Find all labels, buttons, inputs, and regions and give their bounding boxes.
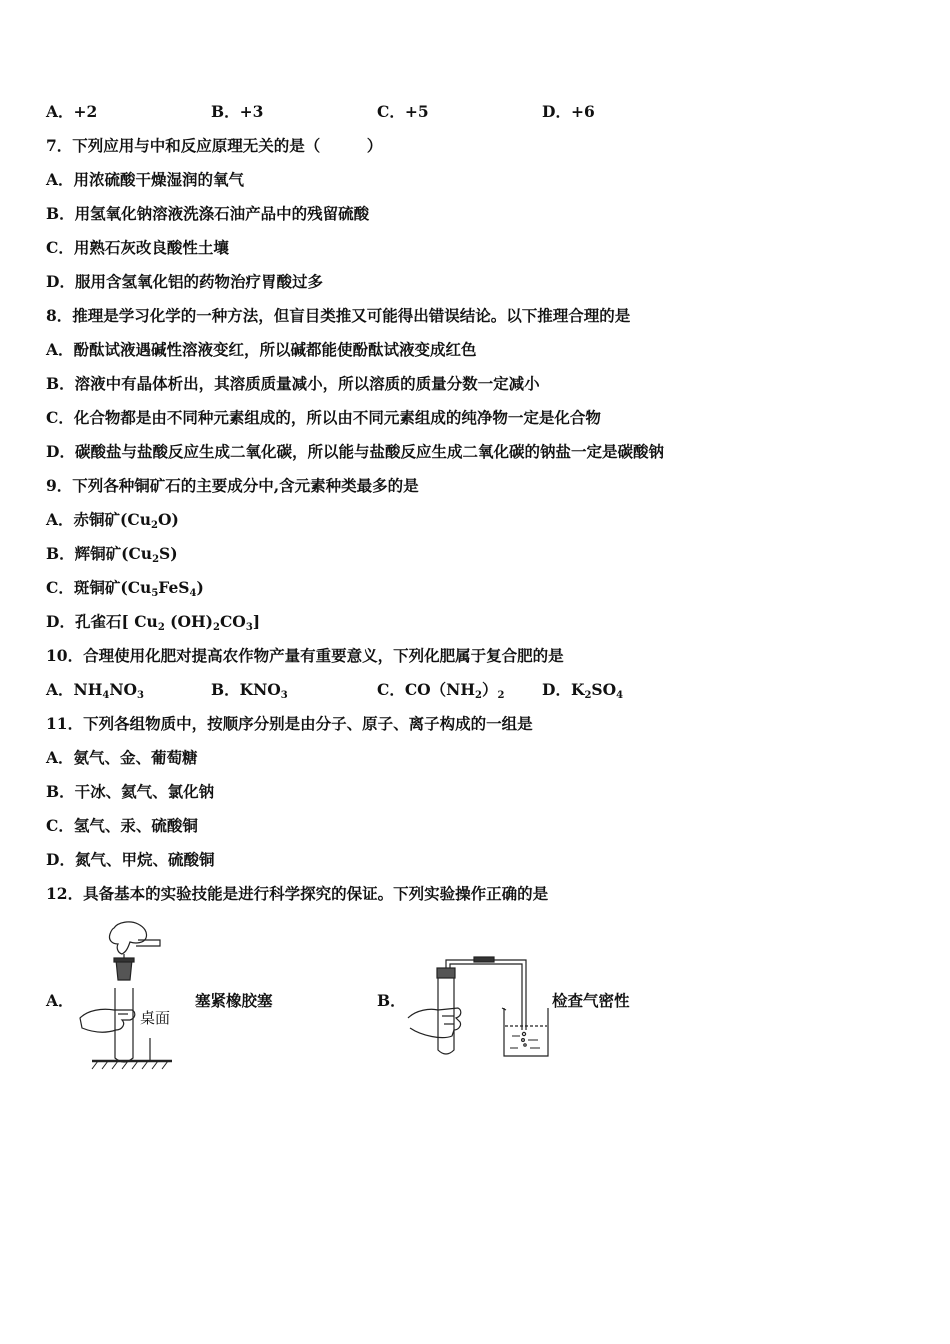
- q7-stem: 7．下列应用与中和反应原理无关的是（ ）: [46, 136, 383, 155]
- q11-option-d: D．氮气、甲烷、硫酸铜: [46, 850, 215, 869]
- stopper-insertion-figure: [74, 918, 192, 1070]
- q9-stem: 9．下列各种铜矿石的主要成分中,含元素种类最多的是: [46, 476, 419, 495]
- q12-option-b-caption: 检查气密性: [552, 991, 630, 1010]
- q9-option-a: A．赤铜矿$(Cu_2O)$: [46, 510, 179, 531]
- q6-option-c: C．+5: [377, 102, 429, 121]
- q10-stem: 10．合理使用化肥对提高农作物产量有重要意义，下列化肥属于复合肥的是: [46, 646, 564, 665]
- q8-option-b: B．溶液中有晶体析出，其溶质质量减小，所以溶质的质量分数一定减小: [46, 374, 540, 393]
- airtightness-check-figure: [402, 952, 552, 1064]
- q8-option-c: C．化合物都是由不同种元素组成的，所以由不同元素组成的纯净物一定是化合物: [46, 408, 601, 427]
- q6-option-d: D．+6: [542, 102, 595, 121]
- table-surface-label: 桌面: [140, 1009, 171, 1027]
- q10-option-a: A．$NH_4NO_3$: [46, 680, 144, 701]
- q7-option-b: B．用氢氧化钠溶液洗涤石油产品中的残留硫酸: [46, 204, 370, 223]
- q7-option-c: C．用熟石灰改良酸性土壤: [46, 238, 229, 257]
- q11-option-c: C．氢气、汞、硫酸铜: [46, 816, 198, 835]
- q6-option-a: A．+2: [46, 102, 98, 121]
- q6-option-b: B．+3: [211, 102, 264, 121]
- q10-option-b: B．$KNO_3$: [211, 680, 288, 701]
- q9-option-b: B．辉铜矿$(Cu_2S)$: [46, 544, 178, 565]
- q10-option-c: C．$CO(NH_2)_2$: [377, 680, 505, 701]
- q8-option-a: A．酚酞试液遇碱性溶液变红，所以碱都能使酚酞试液变成红色: [46, 340, 477, 359]
- q7-option-a: A．用浓硫酸干燥湿润的氧气: [46, 170, 245, 189]
- q12-option-b-label: B．: [377, 991, 406, 1010]
- q11-option-b: B．干冰、氦气、氯化钠: [46, 782, 215, 801]
- q11-stem: 11．下列各组物质中，按顺序分别是由分子、原子、离子构成的一组是: [46, 714, 533, 733]
- q11-option-a: A．氨气、金、葡萄糖: [46, 748, 198, 767]
- q8-stem: 8．推理是学习化学的一种方法，但盲目类推又可能得出错误结论。以下推理合理的是: [46, 306, 631, 325]
- q12-option-a-label: A．: [46, 991, 74, 1010]
- q9-option-c: C．斑铜矿$(Cu_5FeS_4)$: [46, 578, 204, 599]
- q9-option-d: D．孔雀石[ $Cu_2$ $(OH)_2CO_3$]: [46, 612, 261, 633]
- q12-stem: 12．具备基本的实验技能是进行科学探究的保证。下列实验操作正确的是: [46, 884, 549, 903]
- q10-option-d: D．$K_2SO_4$: [542, 680, 624, 701]
- q7-option-d: D．服用含氢氧化铝的药物治疗胃酸过多: [46, 272, 323, 291]
- q8-option-d: D．碳酸盐与盐酸反应生成二氧化碳，所以能与盐酸反应生成二氧化碳的钠盐一定是碳酸钠: [46, 442, 664, 461]
- q12-option-a-caption: 塞紧橡胶塞: [195, 991, 273, 1010]
